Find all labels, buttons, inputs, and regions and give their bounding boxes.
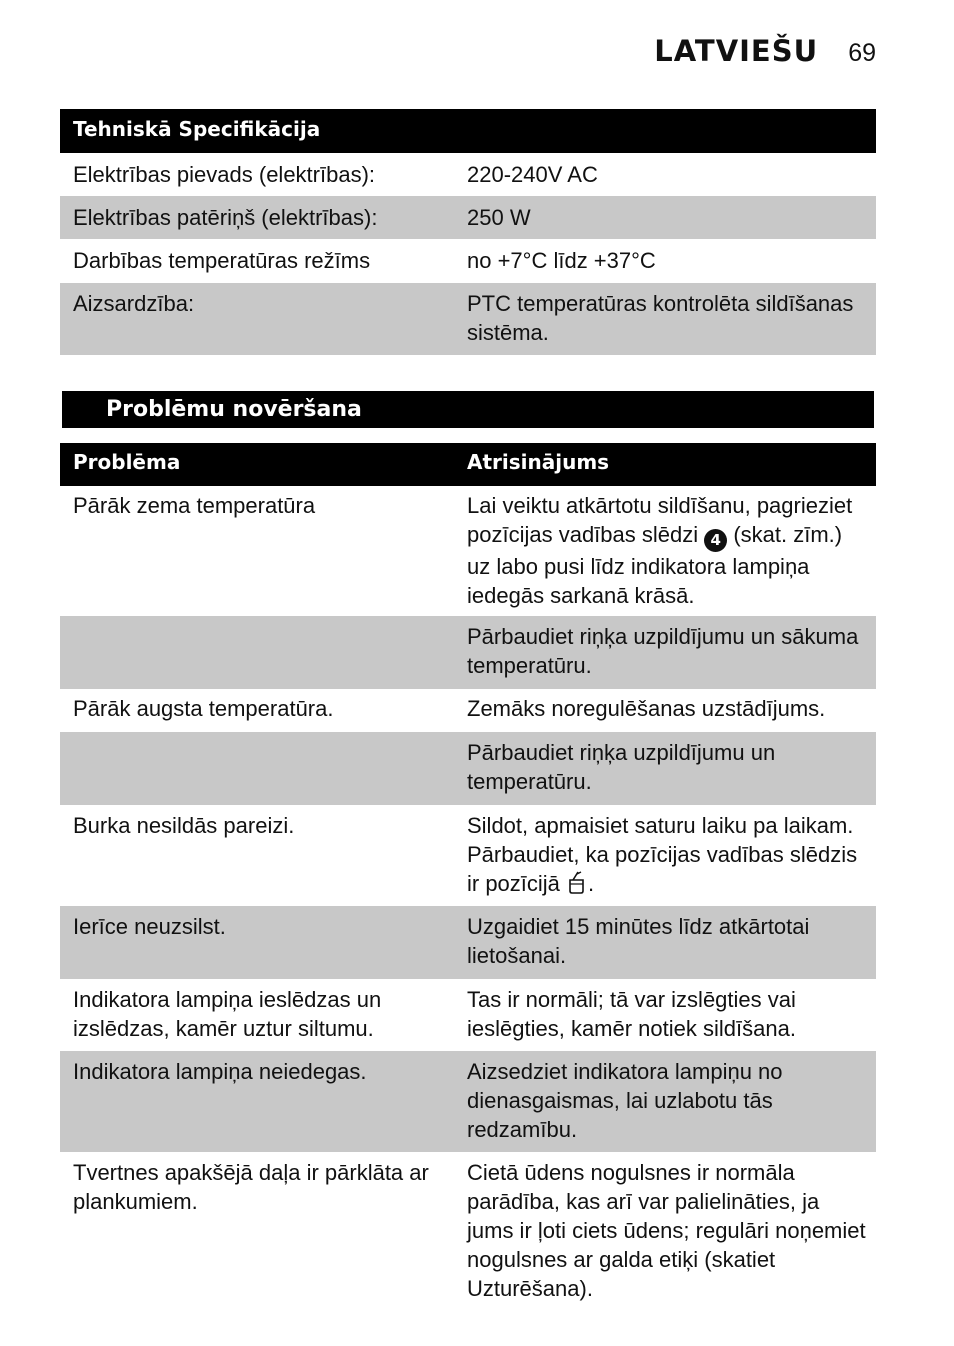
- spec-row: [60, 283, 876, 355]
- spec-row: [60, 239, 876, 283]
- table-row: [60, 1152, 876, 1312]
- problem-cell: Pārāk augsta temperatūra.: [73, 696, 334, 721]
- problem-cell: Tvertnes apakšējā daļa ir pārklāta ar plankumiem.: [73, 1160, 429, 1214]
- table-row: [60, 1051, 876, 1152]
- col-solution-heading: Atrisinājums: [467, 450, 610, 474]
- col-problem-heading: Problēma: [73, 450, 181, 474]
- solution-cell: Pārbaudiet riņķa uzpildījumu un sākuma temperatūru.: [467, 624, 859, 678]
- spec-row: [60, 196, 876, 239]
- table-row: [60, 689, 876, 732]
- solution-cell: Pārbaudiet riņķa uzpildījumu un temperatūru.: [467, 740, 776, 794]
- spec-title: Tehniskā Specifikācija: [73, 117, 321, 141]
- spec-table: [60, 109, 876, 355]
- number-4-icon: 4: [704, 529, 727, 552]
- page-number: 69: [848, 39, 876, 67]
- page-header: [654, 34, 876, 68]
- problem-cell: [60, 622, 467, 689]
- troubleshooting-table: [60, 443, 876, 1312]
- problem-cell: [60, 738, 467, 805]
- solution-cell: Zemāks noregulēšanas uzstādījums.: [467, 696, 826, 721]
- table-row: [60, 906, 876, 979]
- spec-label: Aizsardzība:: [73, 291, 195, 316]
- jar-icon: [566, 871, 588, 902]
- solution-cell: Cietā ūdens nogulsnes ir normāla parādība, kas arī var palielināties, ja jums ir ļoti ciets ūdens; regulāri noņemiet nogulsnes ar galda etiķi (skatiet Uzturēšana).: [467, 1160, 866, 1301]
- problem-cell: Pārāk zema temperatūra: [73, 493, 316, 518]
- problem-cell: Burka nesildās pareizi.: [73, 813, 295, 838]
- problem-cell: Indikatora lampiņa ieslēdzas un izslēdzas, kamēr uztur siltumu.: [73, 987, 382, 1041]
- solution-cell: Sildot, apmaisiet saturu laiku pa laikam. Pārbaudiet, ka pozīcijas vadības slēdzis ir pozīcijā .: [467, 811, 876, 906]
- table-row: [60, 616, 876, 689]
- solution-cell: Tas ir normāli; tā var izslēgties vai ieslēgties, kamēr notiek sildīšana.: [467, 987, 796, 1041]
- solution-cell: Lai veiktu atkārtotu sildīšanu, pagrieziet pozīcijas vadības slēdzi 4 (skat. zīm.) uz labo pusi līdz indikatora lampiņa iedegās sarkanā krāsā.: [467, 493, 853, 608]
- problem-cell: Ierīce neuzsilst.: [73, 914, 226, 939]
- section-title-troubleshooting: Problēmu novēršana: [62, 391, 874, 428]
- spec-row: [60, 153, 876, 196]
- spec-table-header: [60, 109, 876, 153]
- spec-value: 250 W: [467, 205, 531, 230]
- spec-value: no +7°C līdz +37°C: [467, 248, 656, 273]
- solution-cell: Uzgaidiet 15 minūtes līdz atkārtotai lietošanai.: [467, 914, 810, 968]
- spec-value: 220-240V AC: [467, 162, 598, 187]
- table-row: [60, 979, 876, 1051]
- table-row: [60, 486, 876, 616]
- spec-label: Darbības temperatūras režīms: [73, 248, 371, 273]
- language-heading: LATVIEŠU: [654, 34, 819, 68]
- spec-label: Elektrības patēriņš (elektrības):: [73, 205, 378, 230]
- spec-label: Elektrības pievads (elektrības):: [73, 162, 376, 187]
- problem-cell: Indikatora lampiņa neiedegas.: [73, 1059, 367, 1084]
- troubleshooting-header: [60, 443, 876, 486]
- solution-cell: Aizsedziet indikatora lampiņu no dienasgaismas, lai uzlabotu tās redzamību.: [467, 1059, 783, 1142]
- spec-value: PTC temperatūras kontrolēta sildīšanas sistēma.: [467, 291, 854, 345]
- table-row: [60, 732, 876, 805]
- table-row: [60, 805, 876, 906]
